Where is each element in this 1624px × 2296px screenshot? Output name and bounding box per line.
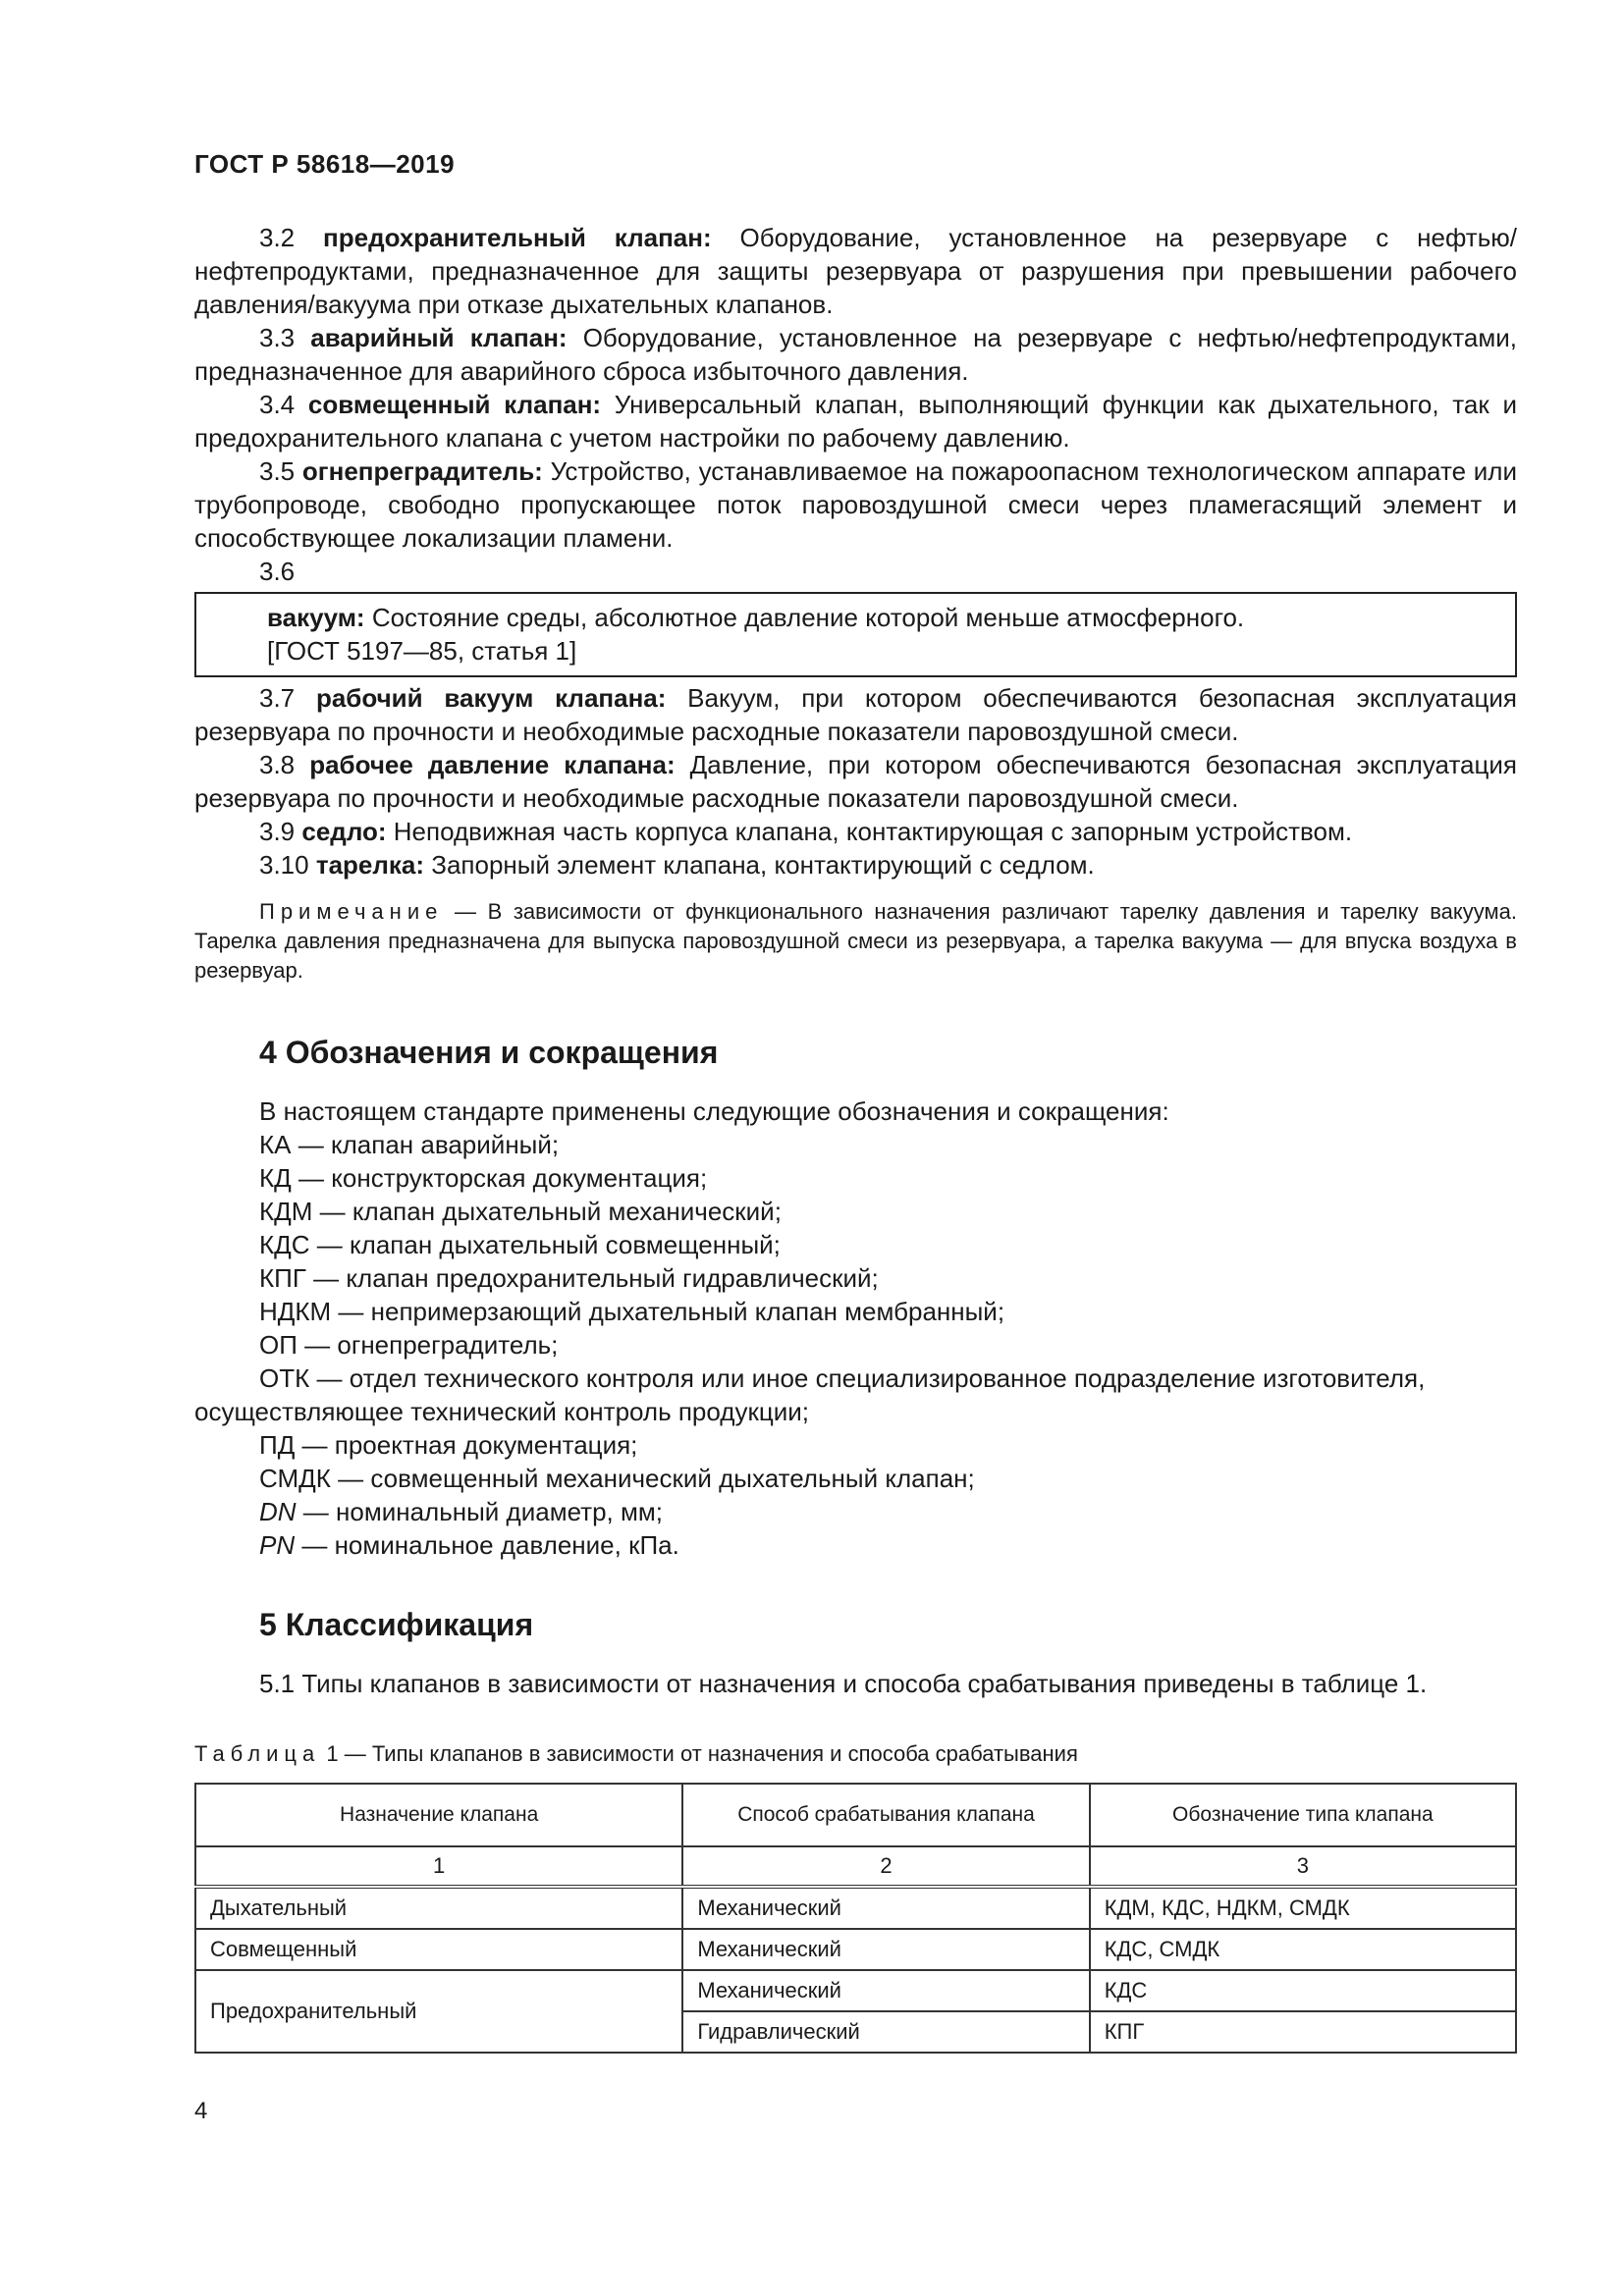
page-number: 4 bbox=[194, 2098, 208, 2124]
abbreviation-item: КПГ — клапан предохранительный гидравлический; bbox=[259, 1263, 879, 1293]
method-cell: Механический bbox=[682, 1970, 1089, 2011]
method-cell: Механический bbox=[682, 1887, 1089, 1929]
table-header-cell: Обозначение типа клапана bbox=[1090, 1784, 1516, 1846]
section-4-intro: В настоящем стандарте применены следующие обозначения и сокращения: bbox=[259, 1096, 1169, 1126]
purpose-cell: Предохранительный bbox=[195, 1970, 682, 2053]
abbreviation-item: КД — конструкторская документация; bbox=[259, 1163, 708, 1193]
abbreviation-item: ПД — проектная документация; bbox=[259, 1430, 638, 1460]
term-number: 3.6 bbox=[259, 557, 296, 586]
type-cell: КПГ bbox=[1090, 2011, 1516, 2053]
term-name: предохранительный клапан: bbox=[323, 223, 712, 252]
type-cell: КДМ, КДС, НДКМ, СМДК bbox=[1090, 1887, 1516, 1929]
abbreviation-item: PN — номинальное давление, кПа. bbox=[259, 1530, 679, 1560]
section-5-title: 5 Классификация bbox=[259, 1607, 534, 1642]
abbreviation-item: ОП — огнепреградитель; bbox=[259, 1330, 559, 1360]
term-name: рабочий вакуум клапана: bbox=[315, 683, 667, 713]
table-column-numbers-row bbox=[195, 1846, 1516, 1887]
abbreviation-item: КДМ — клапан дыхательный механический; bbox=[259, 1197, 782, 1226]
term-definition: 3.2 предохранительный клапан: Оборудование, установленное на резервуаре с нефтью/нефтепродуктами, предназначенное для защиты резервуара от разрушения при превышении рабочего давления/вакуума при отказе дыхательных клапанов. bbox=[194, 223, 1517, 319]
abbreviation-item: КДС — клапан дыхательный совмещенный; bbox=[259, 1230, 781, 1259]
method-cell: Гидравлический bbox=[682, 2011, 1089, 2053]
term-definition: 3.10 тарелка: Запорный элемент клапана, контактирующий с седлом. bbox=[259, 850, 1095, 880]
term-name: вакуум: bbox=[267, 603, 365, 632]
term-definition: 3.9 седло: Неподвижная часть корпуса клапана, контактирующая с запорным устройством. bbox=[259, 817, 1353, 846]
table-header-row bbox=[195, 1784, 1516, 1846]
table-header-cell: Способ срабатывания клапана bbox=[682, 1784, 1089, 1846]
table-caption: Таблица 1 — Типы клапанов в зависимости от назначения и способа срабатывания bbox=[194, 1741, 1078, 1766]
term-name: седло: bbox=[301, 817, 387, 846]
term-definition: 3.8 рабочее давление клапана: Давление, при котором обеспечиваются безопасная эксплуатация резервуара по прочности и необходимые расходные показатели паровоздушной смеси. bbox=[194, 750, 1518, 813]
table-row bbox=[195, 1887, 1516, 1929]
table-row bbox=[195, 1929, 1516, 1970]
section-5-paragraph: 5.1 Типы клапанов в зависимости от назначения и способа срабатывания приведены в таблице 1. bbox=[259, 1669, 1428, 1698]
abbreviation-item: СМДК — совмещенный механический дыхательный клапан; bbox=[259, 1464, 975, 1493]
note-label: Примечание bbox=[259, 899, 444, 924]
table-row bbox=[195, 1970, 1516, 2011]
type-cell: КДС, СМДК bbox=[1090, 1929, 1516, 1970]
term-name: аварийный клапан: bbox=[310, 323, 568, 352]
page-content bbox=[194, 221, 1517, 2054]
method-cell: Механический bbox=[682, 1929, 1089, 1970]
abbreviation-item-otk: ОТК — отдел технического контроля или иное специализированное подразделение изготовителя, bbox=[259, 1363, 1426, 1393]
term-name: совмещенный клапан: bbox=[307, 390, 602, 419]
document-id-header: ГОСТ Р 58618—2019 bbox=[194, 149, 456, 179]
term-definition: 3.3 аварийный клапан: Оборудование, установленное на резервуаре с нефтью/нефтепродуктами, предназначенное для аварийного сброса избыточного давления. bbox=[194, 323, 1518, 386]
term-definition: 3.5 огнепреградитель: Устройство, устанавливаемое на пожароопасном технологическом аппарате или трубопроводе, свободно пропускающее поток паровоздушной смеси через пламегасящий элемент и способствующее локализации пламени. bbox=[194, 456, 1517, 553]
column-number-cell: 1 bbox=[195, 1846, 682, 1887]
term-definition: 3.4 совмещенный клапан: Универсальный клапан, выполняющий функции как дыхательного, так и предохранительного клапана с учетом настройки по рабочему давлению. bbox=[194, 390, 1517, 453]
abbreviation-item: КА — клапан аварийный; bbox=[259, 1130, 560, 1159]
abbreviation-item: НДКМ — непримерзающий дыхательный клапан мембранный; bbox=[259, 1297, 1005, 1326]
abbreviation-item: DN — номинальный диаметр, мм; bbox=[259, 1497, 663, 1526]
purpose-cell: Совмещенный bbox=[195, 1929, 682, 1970]
quoted-term-box: вакуум: Состояние среды, абсолютное давление которой меньше атмосферного. [ГОСТ 5197—85, статья 1] bbox=[194, 592, 1517, 677]
term-name: тарелка: bbox=[315, 850, 425, 880]
column-number-cell: 2 bbox=[682, 1846, 1089, 1887]
term-reference: [ГОСТ 5197—85, статья 1] bbox=[267, 636, 577, 666]
table-header-cell: Назначение клапана bbox=[195, 1784, 682, 1846]
term-name: огнепреградитель: bbox=[301, 456, 543, 486]
type-cell: КДС bbox=[1090, 1970, 1516, 2011]
section-4-title: 4 Обозначения и сокращения bbox=[259, 1035, 719, 1070]
abbreviation-item-otk-continued: осуществляющее технический контроль продукции; bbox=[194, 1397, 809, 1426]
purpose-cell: Дыхательный bbox=[195, 1887, 682, 1929]
valve-types-table bbox=[194, 1783, 1517, 2054]
term-name: рабочее давление клапана: bbox=[309, 750, 676, 779]
note-paragraph: Примечание — В зависимости от функционального назначения различают тарелку давления и тарелку вакуума. Тарелка давления предназначена для выпуска паровоздушной смеси из резервуара, а тарелка вакуума — для впуска воздуха в резервуар. bbox=[194, 899, 1517, 983]
column-number-cell: 3 bbox=[1090, 1846, 1516, 1887]
term-definition: 3.7 рабочий вакуум клапана: Вакуум, при котором обеспечиваются безопасная эксплуатация резервуара по прочности и необходимые расходные показатели паровоздушной смеси. bbox=[194, 683, 1517, 746]
